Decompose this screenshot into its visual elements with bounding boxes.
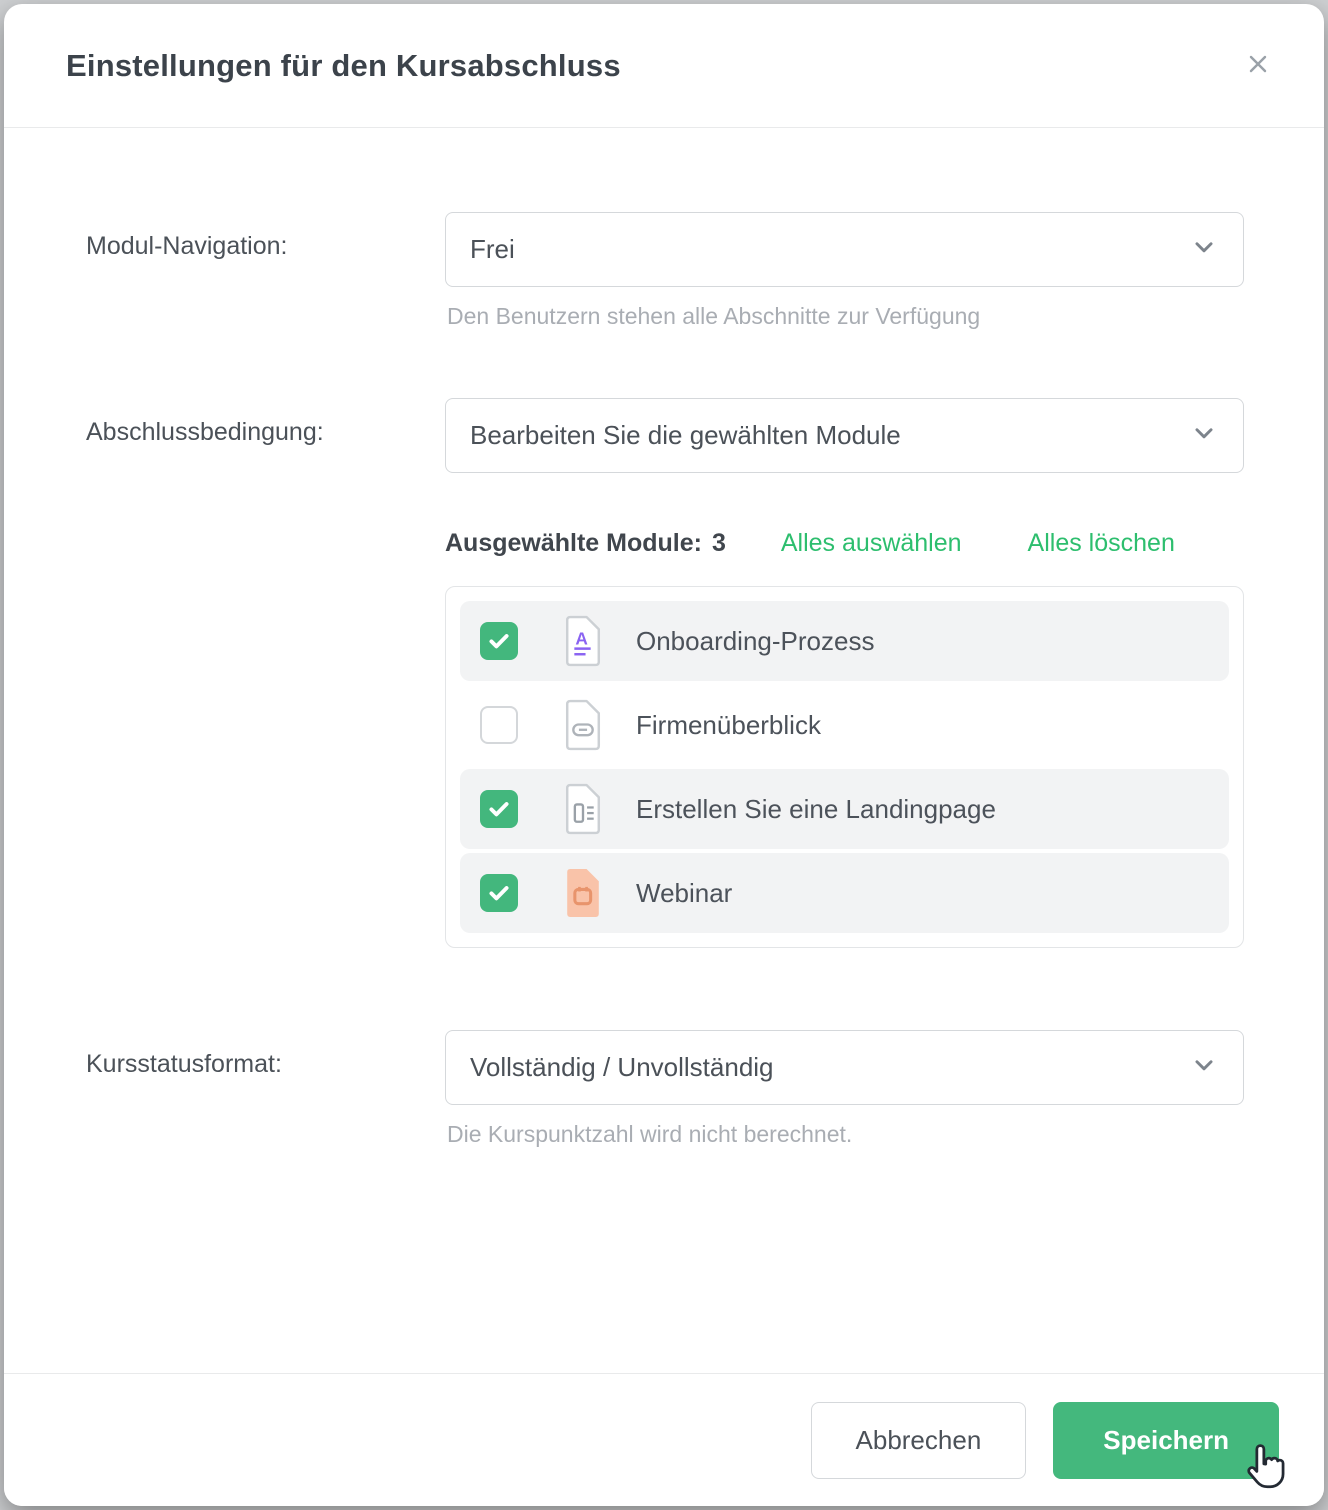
save-button[interactable]: Speichern xyxy=(1053,1402,1279,1479)
chevron-down-icon xyxy=(1191,1052,1217,1083)
selected-modules-caption: Ausgewählte Module: xyxy=(445,529,702,557)
module-navigation-row xyxy=(86,212,1244,330)
select-all-link[interactable]: Alles auswählen xyxy=(780,529,962,557)
chevron-down-icon xyxy=(1191,420,1217,451)
module-list-item[interactable] xyxy=(460,853,1229,933)
module-navigation-helper: Den Benutzern stehen alle Abschnitte zur Verfügung xyxy=(447,303,981,329)
course-completion-settings-dialog xyxy=(4,4,1324,1506)
course-status-format-row xyxy=(86,1030,1244,1148)
module-list-item[interactable] xyxy=(460,769,1229,849)
dialog-body xyxy=(4,128,1324,1373)
module-label: Webinar xyxy=(636,877,733,908)
course-status-format-select[interactable] xyxy=(445,1030,1244,1105)
completion-condition-select[interactable] xyxy=(445,398,1244,473)
module-list-item[interactable] xyxy=(460,685,1229,765)
module-label: Onboarding-Prozess xyxy=(636,625,875,656)
completion-condition-row xyxy=(86,398,1244,473)
completion-condition-label: Abschlussbedingung: xyxy=(86,418,324,446)
module-list-item[interactable] xyxy=(460,601,1229,681)
module-navigation-value: Frei xyxy=(470,234,515,264)
close-icon xyxy=(1244,50,1272,81)
dialog-footer xyxy=(4,1373,1324,1506)
text-document-icon xyxy=(560,614,606,668)
selected-modules-count: 3 xyxy=(711,529,726,557)
course-status-format-helper: Die Kurspunktzahl wird nicht berechnet. xyxy=(447,1121,853,1147)
checkbox-checked[interactable] xyxy=(480,790,518,828)
link-document-icon xyxy=(560,698,606,752)
selected-modules-line xyxy=(445,529,1244,558)
dialog-header xyxy=(4,4,1324,128)
checkbox-unchecked[interactable] xyxy=(480,706,518,744)
module-navigation-select[interactable] xyxy=(445,212,1244,287)
course-status-format-value: Vollständig / Unvollständig xyxy=(470,1052,774,1082)
webinar-document-icon xyxy=(560,866,606,920)
chevron-down-icon xyxy=(1191,234,1217,265)
module-label: Erstellen Sie eine Landingpage xyxy=(636,793,996,824)
svg-text:A: A xyxy=(575,628,588,649)
clear-all-link[interactable]: Alles löschen xyxy=(1027,529,1175,557)
checkbox-checked[interactable] xyxy=(480,622,518,660)
module-navigation-label: Modul-Navigation: xyxy=(86,232,288,260)
dialog-title: Einstellungen für den Kursabschluss xyxy=(66,47,621,83)
layout-document-icon xyxy=(560,782,606,836)
module-list xyxy=(445,586,1244,948)
module-label: Firmenüberblick xyxy=(636,709,821,740)
close-button[interactable] xyxy=(1236,44,1280,88)
completion-condition-value: Bearbeiten Sie die gewählten Module xyxy=(470,420,901,450)
cancel-button[interactable]: Abbrechen xyxy=(811,1402,1027,1479)
checkbox-checked[interactable] xyxy=(480,874,518,912)
course-status-format-label: Kursstatusformat: xyxy=(86,1050,282,1078)
